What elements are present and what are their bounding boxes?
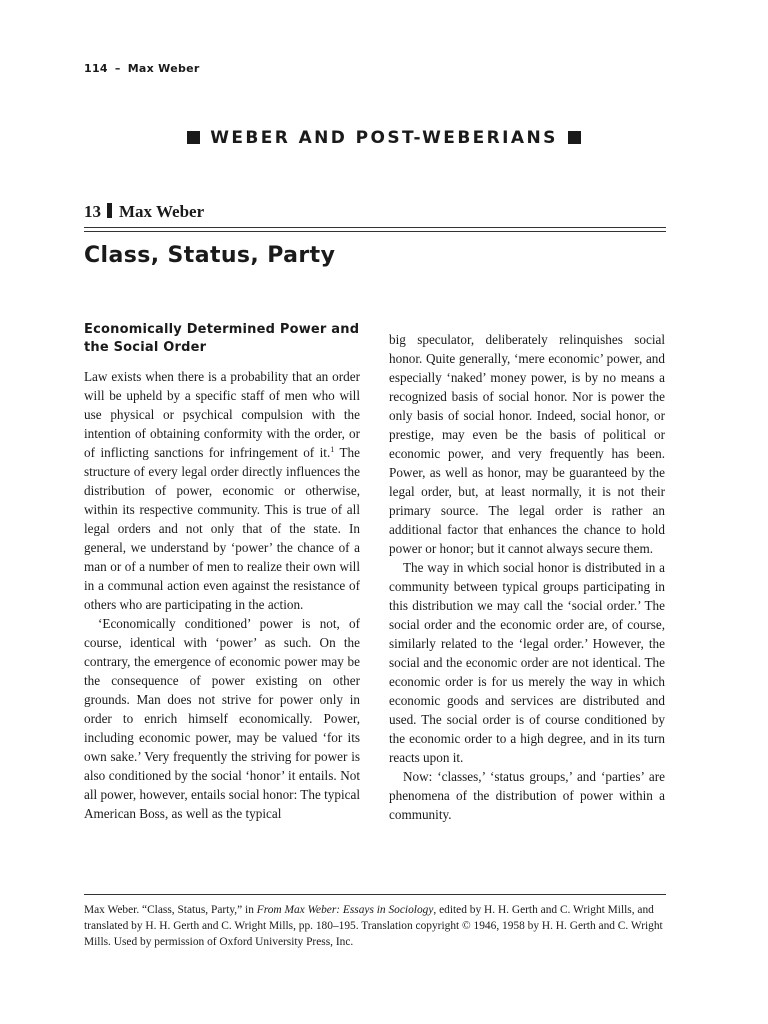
running-head-author: Max Weber [127,62,200,75]
bar-icon [107,203,112,218]
footnote-text: Max Weber. “Class, Status, Party,” in [84,904,257,916]
paragraph-text: The structure of every legal order directly influences the distribution of power, economic or otherwise, within its respective community. This is true of all legal orders and not only that of the state. In general, we understand by ‘power’ the chance of a man or of a number of men to realize their own will in a communal action even against the resistance of others who are participating in the action. [84,445,361,612]
paragraph: big speculator, deliberately relinquishes social honor. Quite generally, ‘mere economic’ power, and especially ‘naked’ money power, is by no means a recognized basis of social honor. Nor is power the only basis of social honor. Indeed, social honor, or prestige, may even be the basis of political or economic power, and very frequently has been. Power, as well as honor, may be guaranteed by the legal order, but, at least normally, it is not their primary source. The legal order is rather an additional factor that enhances the chance to hold power or honor; but it cannot always secure them. [389,332,665,556]
paragraph: ‘Economically conditioned’ power is not, of course, identical with ‘power’ as such. On the contrary, the emergence of economic power may be the consequence of power existing on other grounds. Man does not strive for power only in order to enrich himself economically. Power, including economic power, may be valued ‘for its own sake.’ Very frequently the striving for power is also conditioned by the social ‘honor’ it entails. Not all power, however, entails social honor: The typical American Boss, as well as the typical [84,616,360,821]
double-rule [84,227,666,232]
footnote-rule [84,894,666,895]
paragraph-text: Law exists when there is a probability that an order will be upheld by a specific staff of men who will use physical or psychical compulsion with the intention of obtaining conformity with the order, or of inflicting sanctions for infringement of it. [84,369,360,460]
right-column [389,330,665,824]
page-number: 114 [84,62,108,75]
part-title-text: WEBER AND POST-WEBERIANS [210,128,558,148]
footnote-book-title: From Max Weber: Essays in Sociology [256,904,434,916]
paragraph [84,367,360,614]
square-bullet-icon [187,131,200,144]
running-head [84,62,200,75]
square-bullet-icon [568,131,581,144]
source-footnote [84,902,670,950]
section-heading: Economically Determined Power and the Social Order [84,322,360,355]
chapter-author: Max Weber [119,202,205,221]
chapter-number: 13 [84,202,101,221]
footnote-marker: 1 [330,445,335,454]
running-head-separator: – [114,62,121,75]
chapter-title: Class, Status, Party [84,243,336,268]
part-title [0,128,768,148]
paragraph: The way in which social honor is distributed in a community between typical groups participating in this distribution we may call the ‘social order.’ The social order and the economic order are, of course, similarly related to the ‘legal order.’ However, the social and the economic order are not identical. The economic order is for us merely the way in which economic goods and services are distributed and used. The social order is of course conditioned by the economic order to a high degree, and in its turn reacts upon it. [389,560,665,765]
chapter-byline [84,202,204,222]
paragraph: Now: ‘classes,’ ‘status groups,’ and ‘parties’ are phenomena of the distribution of power within a community. [389,769,665,822]
left-column [84,321,360,823]
footnote-text: , edited by H. H. Gerth and C. Wright Mills, and translated by H. H. Gerth and C. Wright Mills, pp. 180–195. Translation copyright © 1946, 1958 by H. H. Gerth and C. Wright Mills. Used by permission of Oxford University Press, Inc. [84,904,663,948]
